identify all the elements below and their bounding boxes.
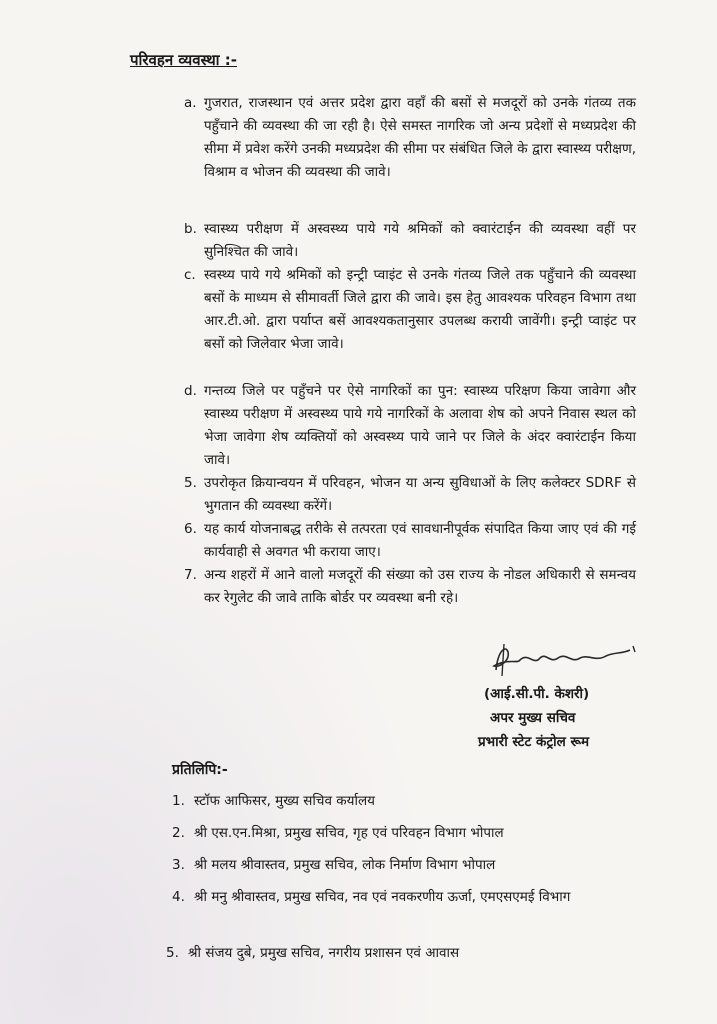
cc-item [172,854,642,876]
cc-item [166,942,636,964]
item-marker: c. [184,267,196,283]
item-text: उपरोकृत क्रियान्वयन में परिवहन, भोजन या अन्य सुविधाओं के लिए कलेक्टर SDRF से भुगतान की व्यवस्था करेंगें। [204,475,636,514]
list-item-5 [184,472,636,518]
item-marker: 5. [184,475,197,491]
cc-text: श्री संजय दुबे, प्रमुख सचिव, नगरीय प्रशासन एवं आवास [188,945,460,961]
cc-text: श्री मलय श्रीवास्तव, प्रमुख सचिव, लोक निर्माण विभाग भोपाल [194,857,496,873]
cc-item [172,790,642,812]
cc-number: 2. [172,825,185,841]
item-text: अन्य शहरों में आने वालो मजदूरों की संख्या को उस राज्य के नोडल अधिकारी से समन्वय कर रेगुलेट की जावे ताकि बोर्डर पर व्यवस्था बनी रहे। [204,567,636,606]
cc-number: 3. [172,857,185,873]
item-text: यह कार्य योजनाबद्ध तरीके से तत्परता एवं सावधानीपूर्वक संपादित किया जाए एवं की गई कार्यवाही से अवगत भी कराया जाए। [204,521,636,560]
item-marker: b. [184,221,197,237]
cc-number: 1. [172,793,185,809]
item-marker: a. [184,95,197,111]
list-item-d [184,380,636,472]
signature-scribble [488,640,638,680]
signatory-office: प्रभारी स्टेट कंट्रोल रूम [478,734,590,750]
list-item-c [184,264,636,356]
signatory-designation: अपर मुख्य सचिव [490,710,576,726]
item-text: गुजरात, राजस्थान एवं अत्तर प्रदेश द्वारा वहाँ की बसों से मजदूरों को उनके गंतव्य तक पहुँचाने की व्यवस्था की जा रही है। ऐसे समस्त नागरिक जो अन्य प्रदेशों से मध्यप्रदेश की सीमा में प्रवेश करेंगे उनकी मध्यप्रदेश की सीमा पर संबंधित जिले के द्वारा स्वास्थ्य परीक्षण, विश्राम व भोजन की व्यवस्था की जावे। [204,95,636,180]
item-marker: d. [184,383,197,399]
cc-text: स्टॉफ आफिसर, मुख्य सचिव कर्यालय [194,793,375,809]
item-text: गन्तव्य जिले पर पहुँचने पर ऐसे नागरिकों का पुन: स्वास्थ्य परिक्षण किया जावेगा और स्वास्थ्य परीक्षण में अस्वस्थ्य पाये गये नागरिकों के अलावा शेष को अपने निवास स्थल को भेजा जावेगा शेष व्यक्तियों को अस्वस्थ्य पाये जाने पर जिले के अंदर क्वारंटाईन किया जावे। [204,383,636,468]
copy-to-heading: प्रतिलिपि:- [172,762,228,778]
list-item-6 [184,518,636,564]
item-text: स्वास्थ्य परीक्षण में अस्वस्थ्य पाये गये श्रमिकों को क्वारंटाईन की व्यवस्था वहीं पर सुनिश्चित की जावे। [204,221,636,260]
cc-text: श्री मनु श्रीवास्तव, प्रमुख सचिव, नव एवं नवकरणीय ऊर्जा, एमएसएमई विभाग [194,889,571,905]
cc-text: श्री एस.एन.मिश्रा, प्रमुख सचिव, गृह एवं परिवहन विभाग भोपाल [194,825,504,841]
cc-number: 4. [172,889,185,905]
cc-item [172,822,642,844]
item-text: स्वस्थ्य पाये गये श्रमिकों को इन्ट्री प्वाइंट से उनके गंतव्य जिले तक पहुँचाने की व्यवस्था बसों के माध्यम से सीमावर्ती जिले द्वारा की जावे। इस हेतु आवश्यक परिवहन विभाग तथा आर.टी.ओ. द्वारा पर्याप्त बसें आवश्यकतानुसार उपलब्ध करायी जावेंगी। इन्ट्री प्वाइंट पर बसों को जिलेवार भेजा जावे। [204,267,636,352]
cc-number: 5. [166,945,179,961]
list-item-b [184,218,636,264]
list-item-7 [184,564,636,610]
section-heading: परिवहन व्यवस्था :- [130,51,238,69]
signatory-name: (आई.सी.पी. केशरी) [484,686,590,702]
list-item-a [184,92,636,184]
cc-item [172,886,612,908]
item-marker: 7. [184,567,197,583]
item-marker: 6. [184,521,197,537]
